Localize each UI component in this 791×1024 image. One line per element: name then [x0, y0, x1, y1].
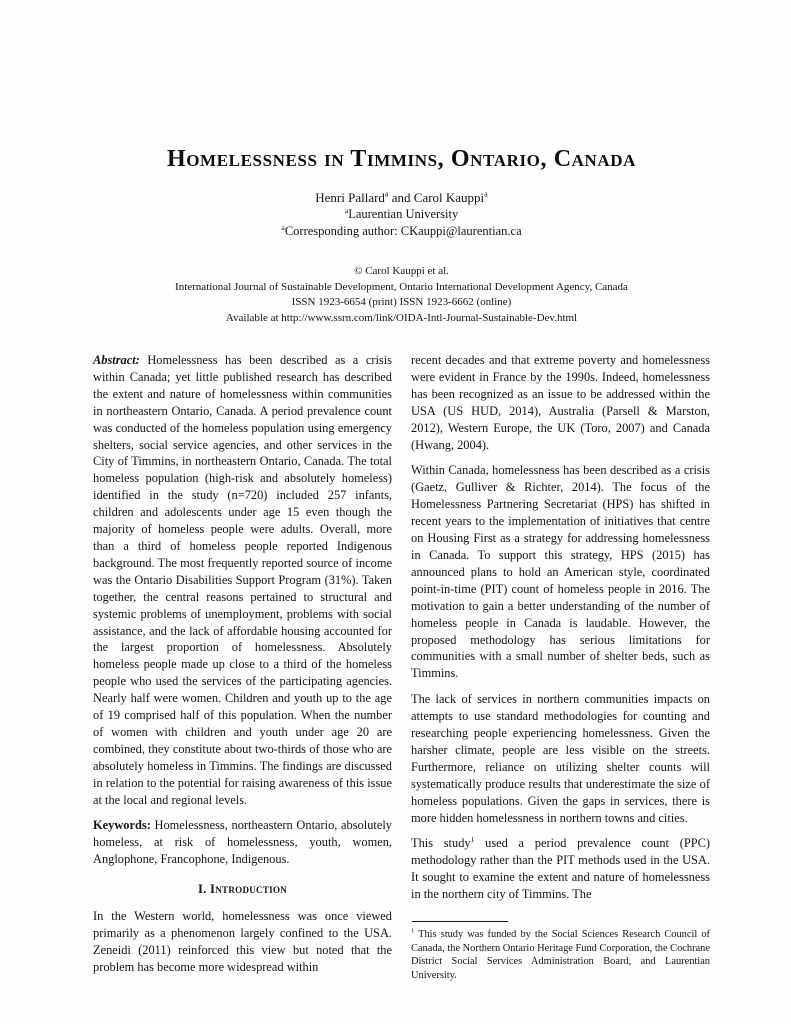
affiliation-text: Laurentian University — [348, 207, 459, 221]
author-1: Henri Pallard — [315, 190, 385, 205]
abstract-text: Homelessness has been described as a crisis within Canada; yet little published research has described the extent and nature of homelessness within communities in northeastern Ontario, Canada. A period prevalence count was conducted of the homeless population using emergency shelters, social service agencies, and other services in the City of Timmins, in northeastern Ontario, Canada. The total homeless population (high-risk and absolutely homeless) identified in the study (n=720) included 257 infants, children and adolescents under age 15 even though the majority of homeless people were adults. Overall, more than a third of homeless people reported Indigenous background. The most frequently reported source of income was the Ontario Disabilities Support Program (31%). Taken together, the central reasons pertained to structural and systemic problems of unemployment, problems with social assistance, and the lack of affordable housing accounted for the largest proportion of homelessness. Absolutely homeless people made up close to a third of the homeless people who used the services of the participating agencies. Nearly half were women. Children and youth up to the age of 19 comprised half of this population. When the number of women with children and youth under age 20 are combined, they constitute about two-thirds of those who are absolutely homeless in Timmins. The findings are discussed in relation to the potential for raising awareness of this issue at the local and regional levels. — [93, 353, 392, 807]
left-column — [93, 352, 392, 991]
right-column — [411, 352, 710, 991]
page-title: Homelessness in Timmins, Ontario, Canada — [166, 146, 637, 172]
body-paragraph: The lack of services in northern communities impacts on attempts to use standard methodologies for counting and researching people experiencing homelessness. Given the harsher climate, people are less visible on the streets. Furthermore, reliance on utilizing shelter counts will systematically produce results that underestimate the size of homeless populations. Given the gaps in services, there is more hidden homelessness in northern towns and cities. — [411, 692, 710, 825]
footnote-number: 1 — [411, 927, 415, 935]
footnote-reference-mark: 1 — [470, 835, 475, 845]
affiliation-line — [93, 206, 710, 223]
author-2: and Carol Kauppi — [388, 190, 485, 205]
footnote-area — [411, 921, 710, 982]
availability-url-line: Available at http://www.ssrn.com/link/OIDA-Intl-Journal-Sustainable-Dev.html — [225, 311, 578, 324]
corresponding-mark: a — [281, 222, 285, 232]
abstract-label: Abstract: — [93, 353, 140, 367]
keywords-paragraph — [93, 817, 392, 868]
introduction-paragraph-1: In the Western world, homelessness was once viewed primarily as a phenomenon largely confined to the USA. Zeneidi (2011) reinforced this view but noted that the problem has become more widespread within — [93, 909, 392, 974]
issn-line: ISSN 1923-6654 (print) ISSN 1923-6662 (online) — [291, 296, 512, 308]
journal-imprint — [93, 264, 710, 326]
study-sentence-rest: used a period prevalence count (PPC) methodology rather than the PIT methods used in the USA. It sought to examine the extent and nature of homelessness in the northern city of Timmins. The — [411, 836, 710, 902]
study-sentence-start: This study — [411, 836, 471, 851]
section-heading-introduction: I. Introduction — [197, 882, 288, 897]
footnote-text: This study was funded by the Social Sciences Research Council of Canada, the Northern Ontario Heritage Fund Corporation, the Cochrane District Social Services Administration Board, and Laurentian University. — [411, 929, 710, 981]
corresponding-text: Corresponding author: CKauppi@laurentian.ca — [284, 223, 522, 238]
keywords-label: Keywords: — [93, 818, 151, 833]
abstract-paragraph — [93, 352, 392, 808]
affiliation-mark: a — [344, 205, 349, 215]
copyright-line: © Carol Kauppi et al. — [354, 265, 449, 277]
footnote-text-block — [411, 928, 710, 982]
corresponding-author-line — [93, 223, 710, 240]
author-2-affiliation-mark: a — [484, 189, 488, 199]
body-paragraph: Within Canada, homelessness has been described as a crisis (Gaetz, Gulliver & Richter, 2014). The focus of the Homelessness Partnering Secretariat (HPS) has shifted in recent years to the implementation of initiatives that centre on Housing First as a strategy for addressing homelessness in Canada. To support this strategy, HPS (2015) has announced plans to hold an American style, coordinated point-in-time (PIT) count of homeless people in 2016. The motivation to gain a better understanding of the number of homeless people in Canada is laudable. However, the proposed methodology has serious limitations for communities with a small number of shelter beds, such as Timmins. — [411, 463, 710, 681]
author-1-affiliation-mark: a — [384, 189, 389, 199]
two-column-body — [93, 352, 710, 991]
journal-name-line: International Journal of Sustainable Development, Ontario International Development Agency, Canada — [175, 280, 628, 293]
keywords-text: Homelessness, northeastern Ontario, absolutely homeless, at risk of homelessness, youth, women, Anglophone, Francophone, Indigenous. — [93, 818, 392, 867]
body-paragraph: recent decades and that extreme poverty and homelessness were evident in France by the 1990s. Indeed, homelessness has been recognized as an issue to be addressed within the USA (US HUD, 2014), Australia (Parsell & Marston, 2012), Western Europe, the UK (Toro, 2007) and Canada (Hwang, 2004). — [411, 353, 710, 452]
body-paragraph — [411, 835, 710, 903]
authors-line — [93, 189, 710, 206]
footnote-divider — [412, 921, 508, 922]
